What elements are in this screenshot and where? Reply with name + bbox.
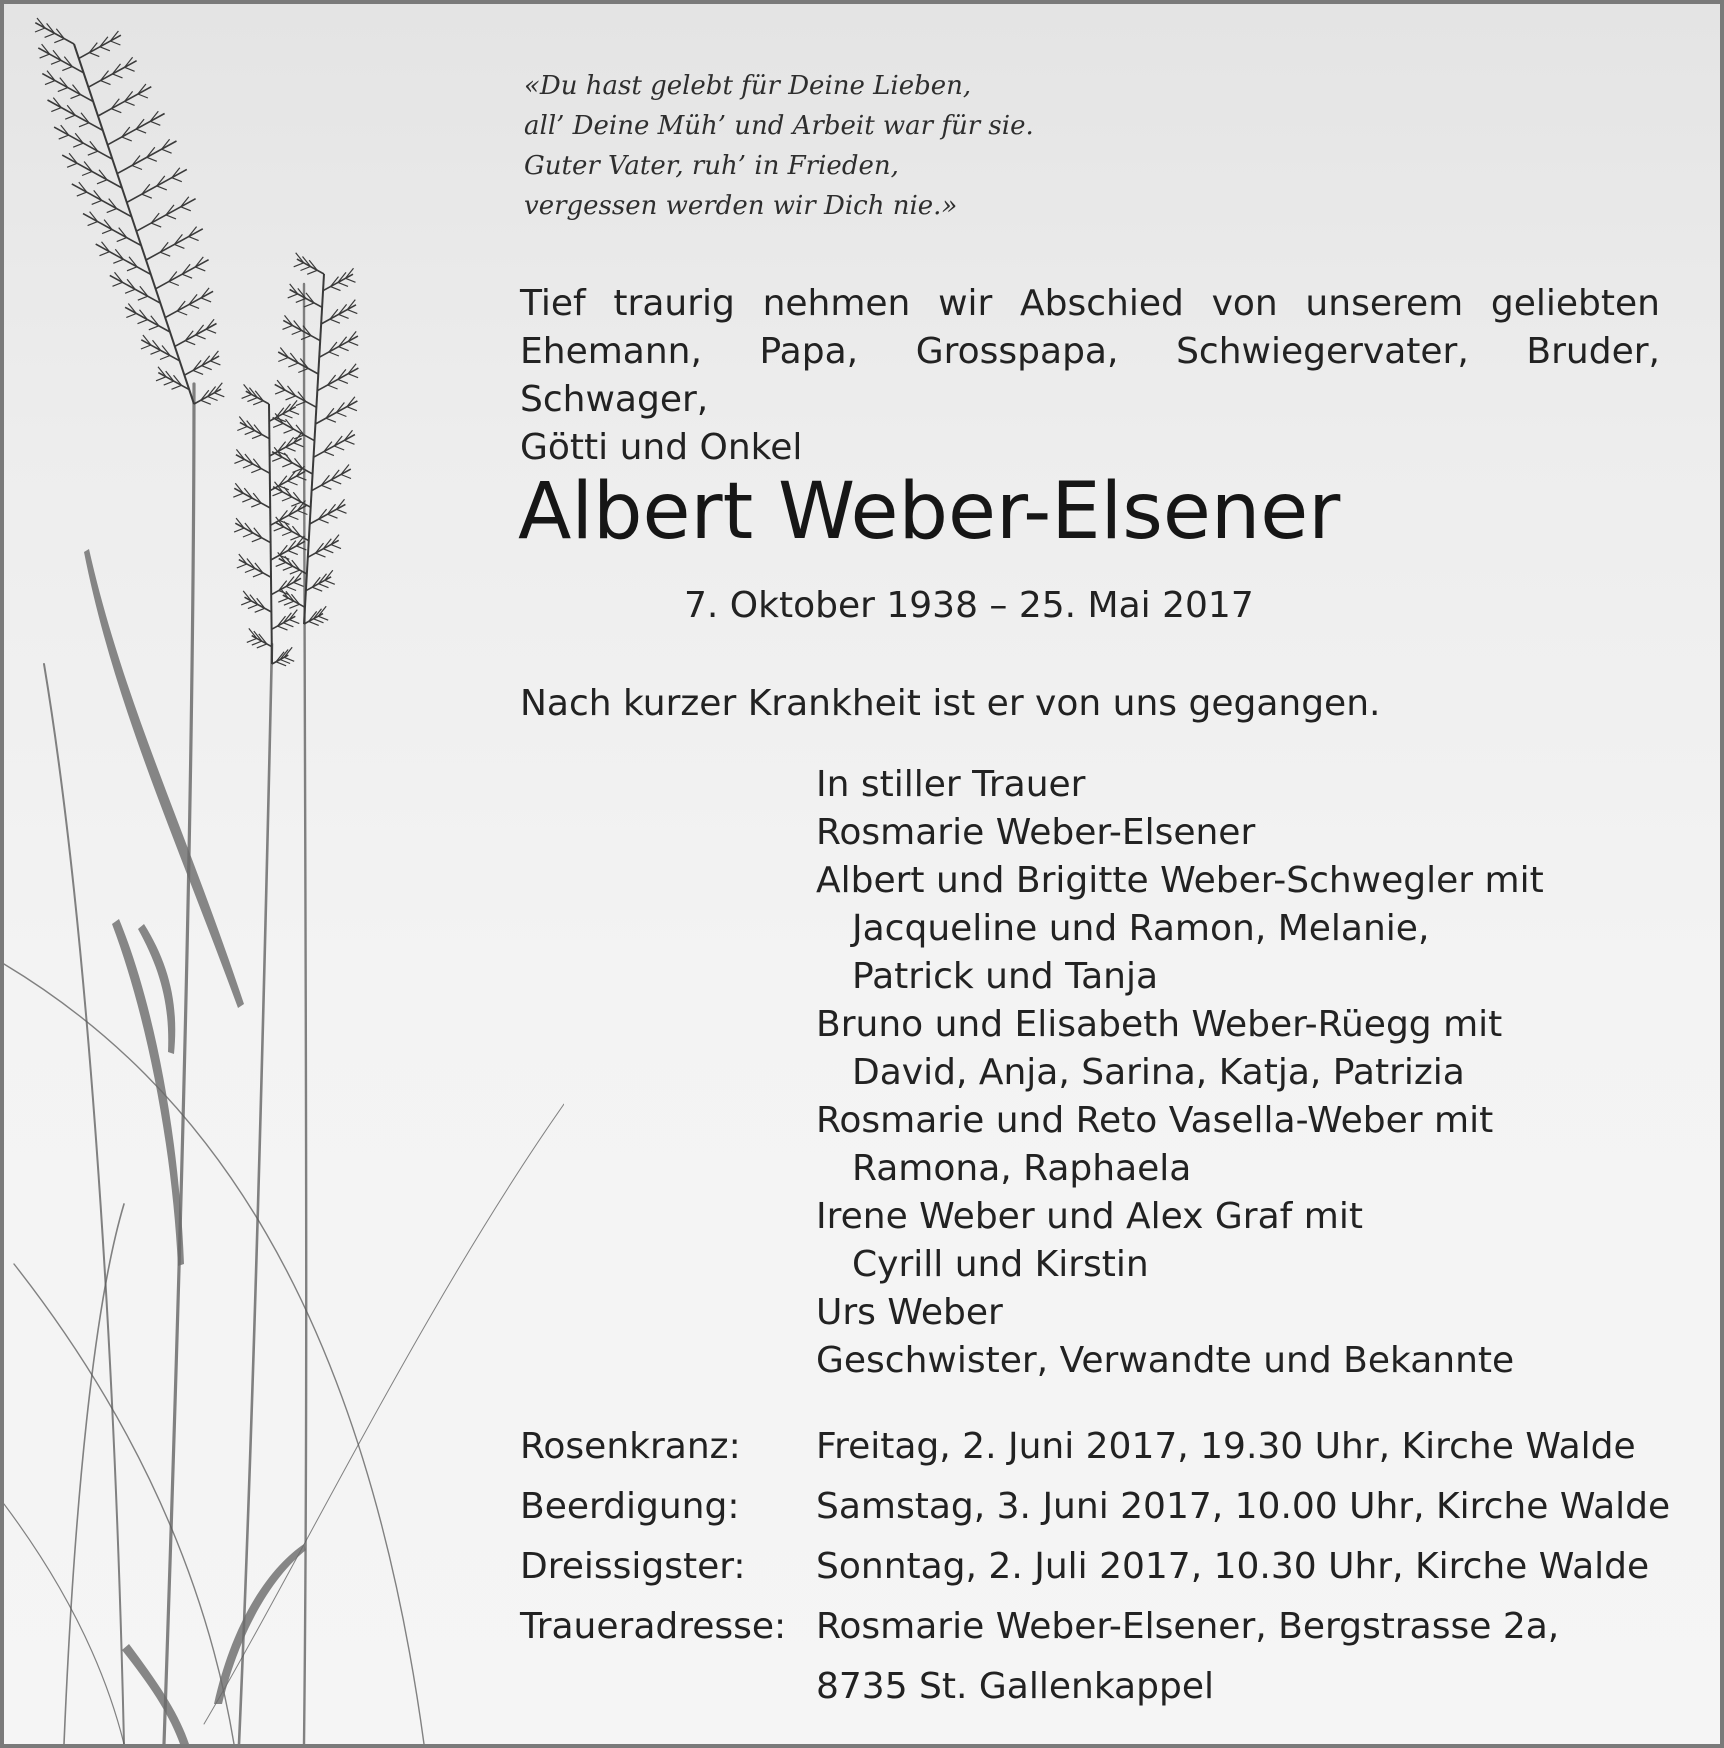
address-value [816, 1597, 1559, 1717]
mourner-line: Cyrill und Kirstin [852, 1244, 1149, 1285]
intro-line: Tief traurig nehmen wir Abschied von unserem geliebten [520, 283, 1660, 324]
deceased-name: Albert Weber-Elsener [518, 467, 1341, 557]
mourner-line: Urs Weber [816, 1292, 1003, 1333]
quote-line: «Du hast gelebt für Deine Lieben, [524, 71, 972, 101]
service-schedule [520, 1417, 1670, 1717]
mourner-line: Jacqueline und Ramon, Melanie, [852, 908, 1430, 949]
address-line: Rosmarie Weber-Elsener, Bergstrasse 2a, [816, 1606, 1560, 1647]
event-row [520, 1537, 1670, 1597]
passing-note: Nach kurzer Krankheit ist er von uns gegangen. [520, 683, 1381, 724]
event-label: Beerdigung: [520, 1486, 740, 1527]
mourner-line: Rosmarie und Reto Vasella-Weber mit [816, 1100, 1494, 1141]
mourner-line: In stiller Trauer [816, 764, 1086, 805]
intro-line: Götti und Onkel [520, 427, 803, 468]
event-value: Samstag, 3. Juni 2017, 10.00 Uhr, Kirche Walde [816, 1486, 1671, 1527]
event-value: Freitag, 2. Juni 2017, 19.30 Uhr, Kirche Walde [816, 1426, 1636, 1467]
event-label: Rosenkranz: [520, 1426, 741, 1467]
mourners-list [816, 761, 1544, 1385]
grass-illustration [4, 4, 564, 1744]
mourner-line: Geschwister, Verwandte und Bekannte [816, 1340, 1515, 1381]
mourner-line: Ramona, Raphaela [852, 1148, 1192, 1189]
mourner-line: Albert und Brigitte Weber-Schwegler mit [816, 860, 1544, 901]
quote-line: vergessen werden wir Dich nie.» [524, 191, 958, 221]
life-dates: 7. Oktober 1938 – 25. Mai 2017 [684, 585, 1254, 626]
address-row [520, 1597, 1670, 1717]
mourner-line: Bruno und Elisabeth Weber-Rüegg mit [816, 1004, 1503, 1045]
quote-line: all’ Deine Müh’ und Arbeit war für sie. [524, 111, 1034, 141]
memorial-quote [524, 66, 1034, 226]
event-label: Dreissigster: [520, 1546, 746, 1587]
address-label: Traueradresse: [520, 1606, 787, 1647]
intro-line: Ehemann, Papa, Grosspapa, Schwiegervater, Bruder, Schwager, [520, 331, 1660, 420]
quote-line: Guter Vater, ruh’ in Frieden, [524, 151, 899, 181]
farewell-intro [520, 280, 1660, 472]
event-value: Sonntag, 2. Juli 2017, 10.30 Uhr, Kirche Walde [816, 1546, 1650, 1587]
event-row [520, 1417, 1670, 1477]
address-line: 8735 St. Gallenkappel [816, 1666, 1214, 1707]
event-row [520, 1477, 1670, 1537]
mourner-line: Patrick und Tanja [852, 956, 1159, 997]
mourner-line: Irene Weber und Alex Graf mit [816, 1196, 1363, 1237]
mourner-line: Rosmarie Weber-Elsener [816, 812, 1256, 853]
mourner-line: David, Anja, Sarina, Katja, Patrizia [852, 1052, 1465, 1093]
